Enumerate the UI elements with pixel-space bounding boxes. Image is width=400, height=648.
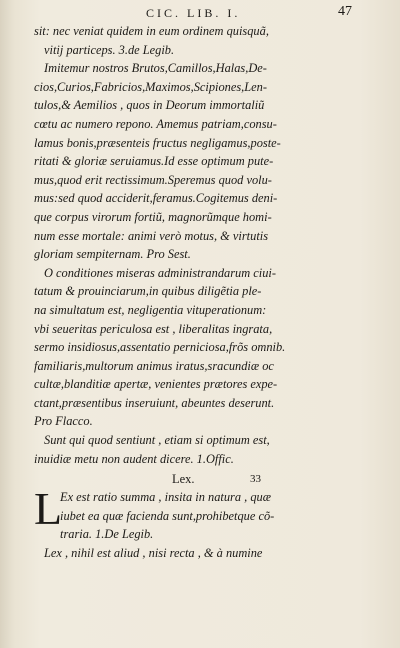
text-line: mus:sed quod acciderit,feramus.Cogitemus deni-: [34, 191, 278, 206]
text-line: que corpus virorum fortiũ, magnorũmque homi-: [34, 209, 272, 224]
text-line: lamus bonis,præsenteis fructus negligamus,poste-: [34, 135, 281, 150]
text-line: tatum & prouinciarum,in quibus diligẽtia ple-: [34, 284, 262, 299]
signature-mark: 33: [250, 473, 261, 486]
section-heading: [34, 468, 374, 488]
text-line: ritati & gloriæ seruiamus.Id esse optimum pute-: [34, 154, 274, 169]
text-line: iubet ea quæ facienda sunt,prohibetque cõ-: [60, 508, 275, 523]
text-line: tulos,& Aemilios , quos in Deorum immortaliũ: [34, 98, 265, 113]
text-line: vitij particeps. 3.de Legib.: [44, 42, 175, 57]
text-line: na simultatum est, negligentia vituperationum:: [34, 302, 267, 317]
page-header: [0, 4, 400, 24]
text-line: sermo insidiosus,assentatio perniciosa,frõs omnib.: [34, 340, 286, 355]
drop-cap: L: [34, 483, 63, 535]
text-line: num esse mortale: animi verò motus, & virtutis: [34, 228, 269, 243]
text-line: inuidiæ metu non audent dicere. 1.Offic.: [34, 451, 234, 466]
text-line: ctant,præsentibus inseruiunt, abeuntes deserunt.: [34, 395, 275, 410]
section-title: Lex.: [172, 472, 195, 487]
text-line: cœtu ac numero repono. Amemus patriam,consu-: [34, 116, 277, 131]
text-line: sit: nec veniat quidem in eum ordinem quisquã,: [34, 24, 269, 38]
text-line: Ex est ratio summa , insita in natura , quæ: [60, 490, 271, 505]
text-line: Sunt qui quod sentiunt , etiam si optimum est,: [44, 433, 270, 448]
text-line: cios,Curios,Fabricios,Maximos,Scipiones,Len-: [34, 79, 267, 94]
dropcap-paragraph: [34, 483, 374, 562]
text-line: traria. 1.De Legib.: [60, 527, 154, 542]
text-line: mus,quod erit rectissimum.Speremus quod volu-: [34, 172, 272, 187]
text-block: [34, 22, 374, 563]
text-line: Lex , nihil est aliud , nisi recta , & à numine: [44, 546, 263, 561]
text-line: cultæ,blanditiæ apertæ, venientes prætores expe-: [34, 377, 278, 392]
page-number: 47: [338, 4, 352, 19]
text-line: O conditiones miseras administrandarum ciui-: [44, 265, 276, 280]
running-head: CIC. LIB. I.: [146, 6, 241, 20]
text-line: familiaris,multorum animus iratus,sracundiæ oc: [34, 358, 274, 373]
text-line: vbi seueritas periculosa est , liberalitas ingrata,: [34, 321, 273, 336]
text-line: Pro Flacco.: [34, 414, 93, 429]
text-line: Imitemur nostros Brutos,Camillos,Halas,De-: [44, 61, 267, 76]
text-line: gloriam sempiternam. Pro Sest.: [34, 247, 191, 262]
